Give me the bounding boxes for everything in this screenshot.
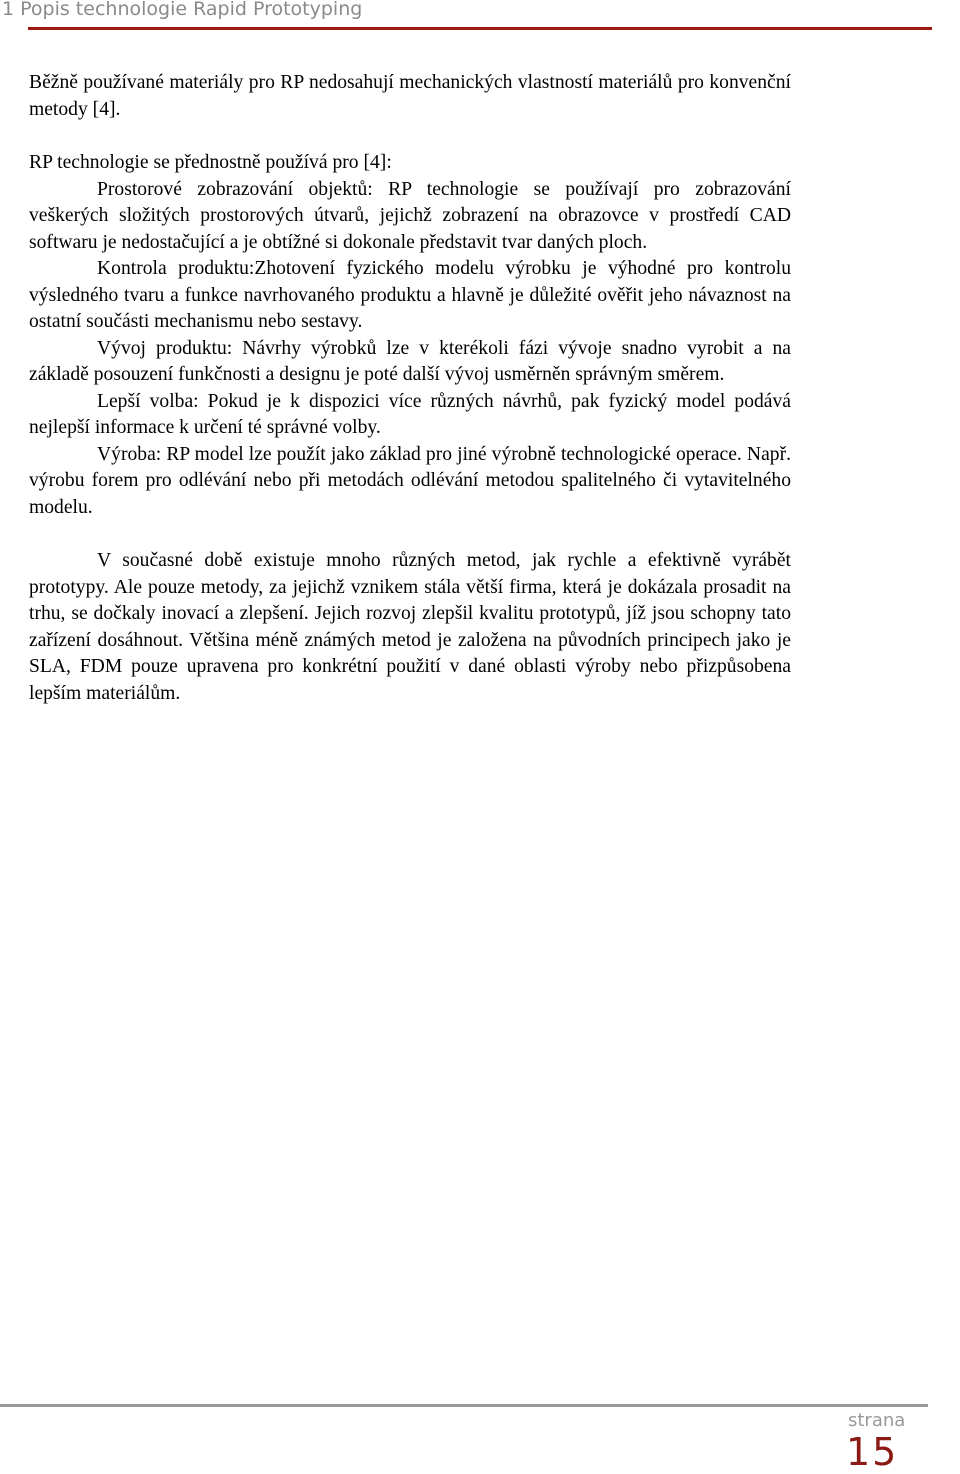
paragraph-product-development: Vývoj produktu: Návrhy výrobků lze v kterékoli fázi vývoje snadno vyrobit a na základě posouzení funkčnosti a designu je poté další vývoj usměrněn správným směrem.: [29, 337, 791, 385]
paragraph-better-choice: Lepší volba: Pokud je k dispozici více různých návrhů, pak fyzický model podává nejlepší informace k určení té správné volby.: [29, 390, 791, 438]
paragraph-product-check: Kontrola produktu:Zhotovení fyzického modelu výrobku je výhodné pro kontrolu výsledného tvaru a funkce navrhovaného produktu a hlavně je důležité ověřit jeho návaznost na ostatní součásti mechanismu nebo sestavy.: [29, 258, 791, 332]
paragraph-materials: Běžně používané materiály pro RP nedosahují mechanických vlastností materiálů pro konvenční metody [4].: [29, 72, 791, 120]
paragraph-production: Výroba: RP model lze použít jako základ pro jiné výrobně technologické operace. Např. výrobu forem pro odlévání nebo při metodách odlévání metodou spalitelného či vytavitelného modelu.: [29, 443, 791, 518]
header-divider: [28, 27, 932, 30]
document-body: [29, 70, 791, 707]
paragraph-uses-intro: RP technologie se přednostně používá pro [4]:: [29, 152, 392, 173]
footer-divider: [0, 1404, 928, 1407]
paragraph-methods: V současné době existuje mnoho různých metod, jak rychle a efektivně vyrábět prototypy. Ale pouze metody, za jejichž vznikem stála větší firma, která je dokázala prosadit na trhu, se dočkaly inovací a zlepšení. Jejich rozvoj zlepšil kvalitu prototypů, jíž jsou schopny tato zařízení dosáhnout. Většina méně známých metod je založena na původních principech jako je SLA, FDM pouze upravena pro konkrétní použití v dané oblasti výroby nebo přizpůsobena lepším materiálům.: [29, 550, 791, 704]
paragraph-visualization: Prostorové zobrazování objektů: RP technologie se používají pro zobrazování veškerých složitých prostorových útvarů, jejichž zobrazení na obrazovce v prostředí CAD softwaru je nedostačující a je obtížné si dokonale představit tvar daných ploch.: [29, 178, 791, 253]
chapter-title: 1 Popis technologie Rapid Prototyping: [2, 0, 363, 20]
page-label: strana: [848, 1410, 906, 1431]
page-number: 15: [846, 1430, 899, 1474]
